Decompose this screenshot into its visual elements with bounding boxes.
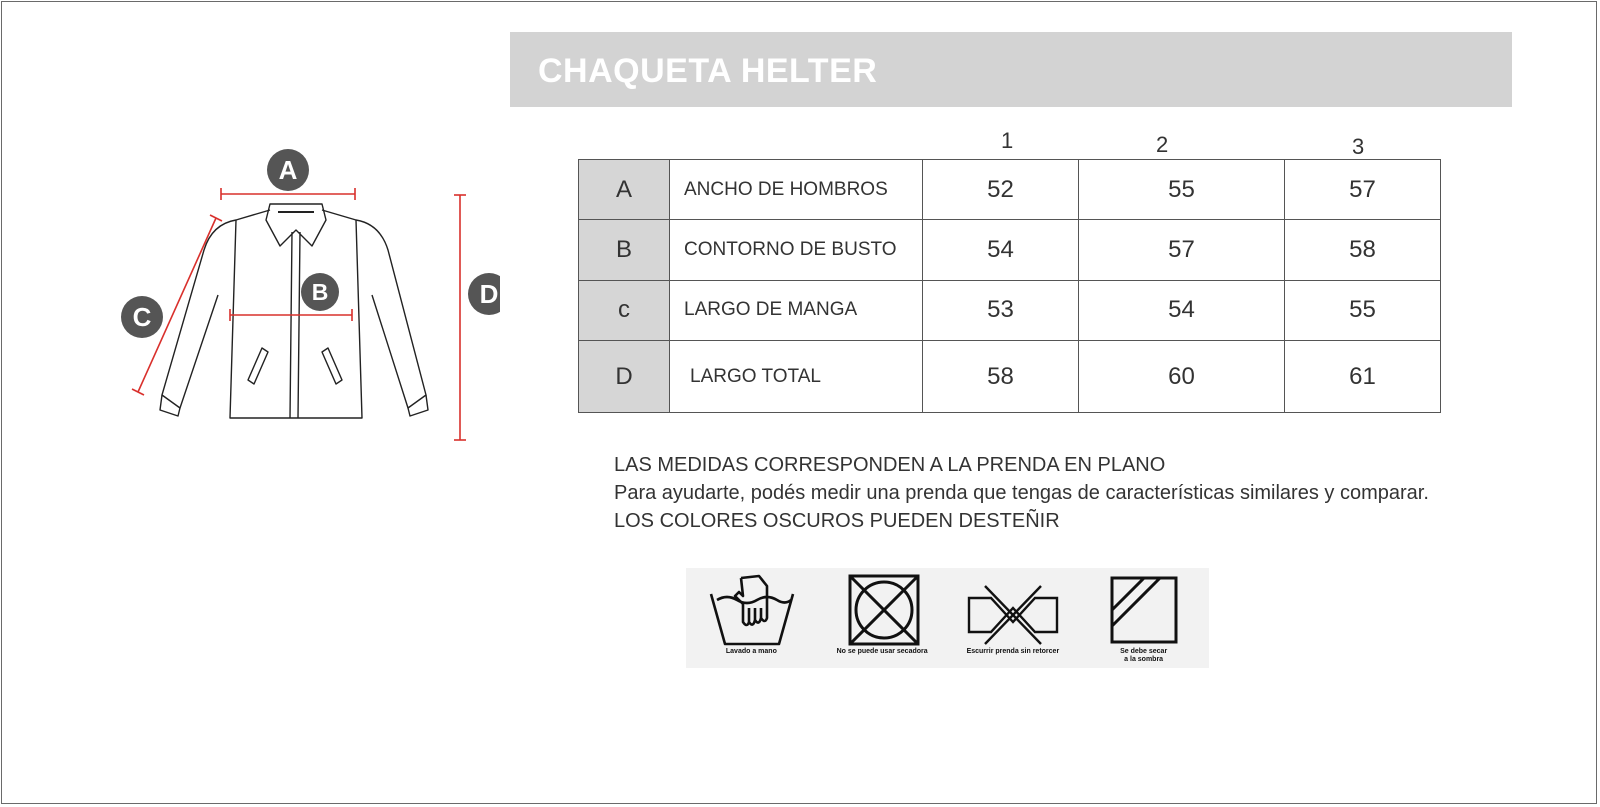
badge-a: A — [278, 155, 298, 185]
care-label: No se puede usar secadora — [836, 648, 928, 655]
dry-in-shade-icon — [1094, 574, 1194, 646]
hand-wash-icon — [701, 574, 801, 646]
table-row — [579, 160, 1441, 220]
row-value: 52 — [923, 160, 1079, 220]
jacket-diagram — [100, 140, 500, 460]
size-table — [578, 159, 1441, 413]
table-row — [579, 341, 1441, 413]
care-instructions — [686, 568, 1209, 668]
badge-d: D — [479, 279, 499, 309]
no-tumble-dry-icon — [832, 574, 932, 646]
size-header-3: 3 — [1352, 134, 1365, 159]
row-code: c — [579, 280, 670, 340]
badge-c: C — [132, 302, 152, 332]
note-line: Para ayudarte, podés medir una prenda que tengas de características similares y comparar. — [614, 482, 1429, 504]
row-code: B — [579, 220, 670, 280]
note-line: LOS COLORES OSCUROS PUEDEN DESTEÑIR — [614, 510, 1060, 532]
no-wring-icon — [963, 574, 1063, 646]
size-header-2: 2 — [1156, 132, 1169, 157]
row-label: LARGO DE MANGA — [670, 280, 923, 340]
care-label: Se debe secar a la sombra — [1120, 648, 1168, 663]
row-code: A — [579, 160, 670, 220]
row-label: CONTORNO DE BUSTO — [670, 220, 923, 280]
jacket-body — [230, 220, 362, 418]
badge-b: B — [311, 279, 329, 305]
row-value: 58 — [1285, 220, 1441, 280]
jacket-placket — [290, 232, 300, 418]
title-bar — [510, 32, 1512, 107]
jacket-right-pocket — [322, 348, 342, 384]
table-row — [579, 220, 1441, 280]
row-value: 54 — [923, 220, 1079, 280]
jacket-collar — [266, 204, 326, 246]
note-line: LAS MEDIDAS CORRESPONDEN A LA PRENDA EN PLANO — [614, 454, 1166, 476]
page-title: CHAQUETA HELTER — [538, 52, 878, 90]
row-value: 53 — [923, 280, 1079, 340]
care-item-no-wring — [948, 568, 1079, 668]
row-value: 55 — [1079, 160, 1285, 220]
row-code: D — [579, 341, 670, 413]
row-label: ANCHO DE HOMBROS — [670, 160, 923, 220]
row-value: 57 — [1285, 160, 1441, 220]
notes — [614, 451, 1429, 535]
row-value: 55 — [1285, 280, 1441, 340]
size-header-1: 1 — [1001, 128, 1014, 153]
jacket-left-pocket — [248, 348, 268, 384]
care-label: Escurrir prenda sin retorcer — [966, 648, 1060, 655]
care-label: Lavado a mano — [725, 648, 777, 655]
care-item-hand-wash — [686, 568, 817, 668]
care-item-no-dryer — [817, 568, 948, 668]
row-label: LARGO TOTAL — [670, 341, 923, 413]
row-value: 58 — [923, 341, 1079, 413]
row-value: 61 — [1285, 341, 1441, 413]
jacket-right-sleeve — [356, 220, 426, 408]
row-value: 54 — [1079, 280, 1285, 340]
care-item-dry-shade — [1078, 568, 1209, 668]
table-row — [579, 280, 1441, 340]
row-value: 60 — [1079, 341, 1285, 413]
row-value: 57 — [1079, 220, 1285, 280]
